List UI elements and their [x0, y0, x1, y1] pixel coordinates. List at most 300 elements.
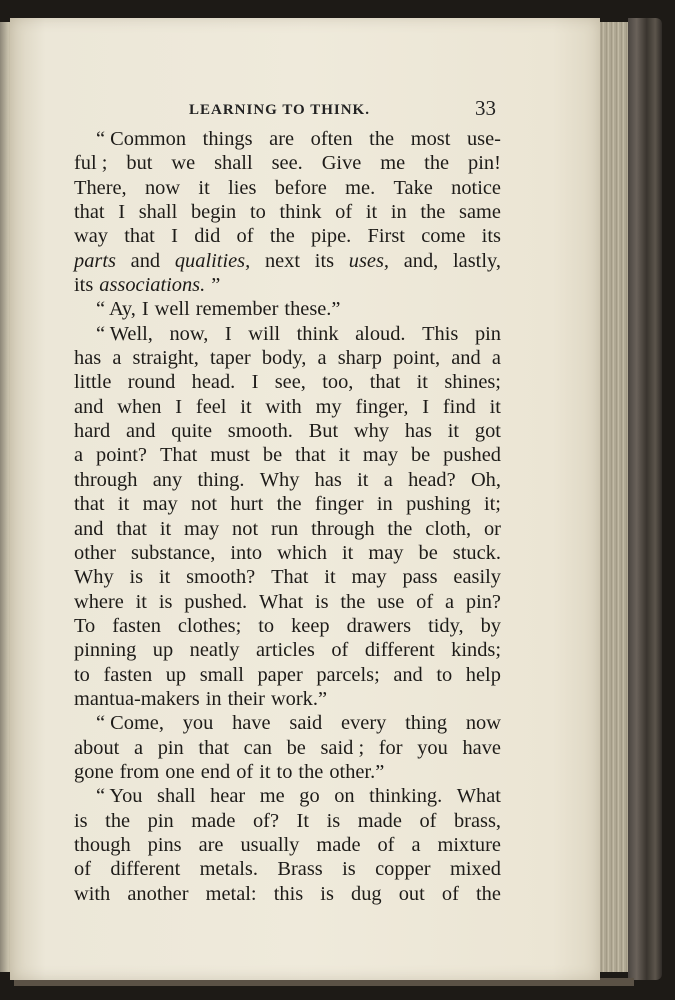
word: and — [74, 395, 104, 418]
text-line — [74, 492, 501, 516]
word: a — [133, 736, 144, 759]
word: “ Ay, — [96, 298, 136, 321]
word: kinds; — [451, 639, 501, 662]
word: round — [127, 371, 176, 394]
word: it — [447, 420, 460, 443]
word: a — [444, 590, 455, 613]
word: through — [74, 468, 138, 491]
word: finger, — [355, 395, 409, 418]
word: smooth. — [227, 420, 293, 443]
word: with — [74, 882, 111, 905]
word: is — [74, 809, 88, 832]
word: it — [240, 395, 252, 418]
word: to — [436, 663, 453, 686]
word: sharp — [337, 347, 382, 370]
word: of — [331, 639, 349, 662]
word: straight, — [132, 347, 199, 370]
word: that — [198, 736, 229, 759]
word: substance, — [130, 541, 216, 564]
word: a — [74, 444, 84, 467]
word: its — [74, 274, 94, 297]
word: it; — [483, 493, 501, 516]
text-line — [74, 833, 501, 857]
word: other.” — [329, 760, 385, 783]
word: shines; — [444, 371, 501, 394]
word: we — [171, 152, 196, 175]
word: it — [416, 371, 428, 394]
text-line — [74, 224, 501, 248]
word: it — [365, 201, 378, 224]
text-line — [74, 541, 501, 565]
text-line — [74, 711, 501, 735]
word: though — [74, 833, 131, 856]
word: you — [182, 712, 214, 735]
word: that — [369, 371, 401, 394]
text-line — [74, 663, 501, 687]
word: are — [269, 128, 295, 150]
word: that — [74, 201, 105, 224]
word: and — [130, 249, 161, 272]
word: use- — [466, 128, 501, 150]
word: hard — [74, 420, 111, 443]
word: to — [249, 201, 266, 224]
word: it — [489, 395, 501, 418]
word: neatly — [189, 639, 240, 662]
word: it — [159, 517, 172, 540]
word: to — [74, 663, 90, 686]
word: well — [154, 298, 190, 321]
word: out — [398, 882, 425, 905]
word: different — [110, 858, 181, 881]
word: has — [74, 347, 102, 370]
word: see. — [271, 152, 303, 175]
word: from — [119, 760, 160, 783]
word: is — [326, 809, 341, 832]
word: hurt — [230, 493, 264, 516]
word: associations. — [99, 274, 206, 297]
word: is — [129, 566, 144, 589]
word: different — [364, 639, 435, 662]
word: keep — [291, 614, 330, 637]
word: shall — [214, 152, 253, 175]
word: cloth, — [425, 517, 472, 540]
word: the — [424, 152, 450, 175]
text-line — [74, 176, 501, 200]
word: and, — [403, 249, 439, 272]
word: I — [251, 371, 259, 394]
word: the — [420, 201, 446, 224]
word: it — [259, 760, 271, 783]
word: To — [74, 614, 96, 637]
word: point, — [393, 347, 441, 370]
word: mixed — [450, 858, 501, 881]
word: that — [124, 225, 155, 248]
text-line — [74, 395, 501, 419]
word: I — [171, 225, 178, 248]
word: work.” — [270, 687, 328, 710]
word: to — [276, 760, 293, 783]
word: point? — [96, 444, 147, 467]
word: I — [118, 201, 126, 224]
word: think — [279, 201, 322, 224]
word: one — [165, 760, 195, 783]
word: and — [393, 663, 423, 686]
word: my — [315, 395, 342, 418]
word: Oh, — [470, 468, 501, 491]
word: when — [117, 395, 162, 418]
word: fasten — [103, 663, 153, 686]
word: pinning — [74, 639, 137, 662]
text-line — [74, 370, 501, 394]
word: It — [296, 809, 310, 832]
word: that — [74, 493, 105, 516]
word: parts — [74, 249, 116, 272]
word: shall — [138, 201, 178, 224]
word: a — [383, 468, 393, 491]
word: made — [316, 833, 361, 856]
word: another — [127, 882, 189, 905]
word: in — [390, 201, 407, 224]
word: quite — [171, 420, 212, 443]
text-line — [74, 443, 501, 467]
body-text — [74, 127, 501, 906]
word: said — [289, 712, 323, 735]
word: Brass — [277, 858, 323, 881]
word: the — [387, 517, 413, 540]
word: is — [158, 590, 173, 613]
word: see, — [274, 371, 306, 394]
word: tidy, — [428, 614, 464, 637]
text-line — [74, 784, 501, 808]
word: too, — [322, 371, 354, 394]
word: aloud. — [355, 322, 406, 345]
word: drawers — [346, 614, 412, 637]
word: made — [357, 809, 402, 832]
word: head. — [191, 371, 236, 394]
word: has — [404, 420, 432, 443]
word: why — [353, 420, 390, 443]
word: of — [377, 833, 395, 856]
word: metals. — [199, 858, 258, 881]
word: now — [465, 712, 501, 735]
word: That — [271, 566, 309, 589]
word: is — [314, 590, 329, 613]
word: of — [335, 201, 353, 224]
word: has — [314, 468, 342, 491]
word: and — [126, 420, 156, 443]
word: most — [410, 128, 451, 150]
word: “ Common — [96, 128, 187, 150]
word: This — [422, 322, 459, 345]
word: said ; — [320, 736, 365, 759]
word: may — [351, 566, 387, 589]
text-line — [74, 468, 501, 492]
text-line — [74, 249, 501, 273]
word: of — [236, 225, 254, 248]
word: gone — [74, 760, 114, 783]
word: have — [232, 712, 271, 735]
word: help — [465, 663, 501, 686]
word: not — [191, 493, 218, 516]
word: are — [198, 833, 224, 856]
word: every — [341, 712, 387, 735]
word: the — [298, 760, 324, 783]
word: where — [74, 590, 124, 613]
page-number: 33 — [475, 96, 496, 120]
word: That — [159, 444, 198, 467]
word: But — [308, 420, 339, 443]
word: this — [273, 882, 304, 905]
word: of — [419, 809, 437, 832]
word: feel — [195, 395, 227, 418]
word: remember — [195, 298, 279, 321]
word: shall — [157, 785, 196, 808]
text-line — [74, 200, 501, 224]
word: may — [184, 517, 220, 540]
word: Why — [259, 468, 300, 491]
word: brass, — [453, 809, 501, 832]
word: be — [262, 444, 283, 467]
word: lastly, — [453, 249, 501, 272]
word: a — [491, 347, 501, 370]
word: next — [264, 249, 301, 272]
word: it — [324, 566, 336, 589]
text-line — [74, 517, 501, 541]
word: it — [135, 590, 147, 613]
word: it — [158, 566, 171, 589]
text-line — [74, 638, 501, 662]
word: qualities, — [174, 249, 251, 272]
word: things — [202, 128, 253, 150]
word: ” — [211, 274, 221, 297]
word: pushed — [443, 444, 501, 467]
word: pin — [157, 736, 184, 759]
word: it — [117, 493, 130, 516]
text-line — [74, 687, 501, 711]
word: me — [259, 785, 285, 808]
word: finger — [314, 493, 364, 516]
text-line — [74, 565, 501, 589]
word: a — [317, 347, 327, 370]
word: be — [410, 444, 431, 467]
word: with — [265, 395, 302, 418]
word: its — [314, 249, 335, 272]
text-line — [74, 127, 501, 151]
text-line — [74, 419, 501, 443]
word: can — [243, 736, 272, 759]
word: for — [378, 736, 403, 759]
word: now — [144, 176, 181, 199]
text-line — [74, 297, 501, 321]
word: I — [422, 395, 430, 418]
word: little — [74, 371, 112, 394]
word: about — [74, 736, 120, 759]
word: What — [258, 590, 304, 613]
word: thing. — [197, 468, 245, 491]
word: usually — [240, 833, 300, 856]
word: but — [126, 152, 153, 175]
word: it — [357, 468, 369, 491]
word: before — [274, 176, 327, 199]
word: fasten — [112, 614, 161, 637]
word: What — [456, 785, 501, 808]
word: pin? — [465, 590, 501, 613]
word: begin — [190, 201, 237, 224]
word: dug — [351, 882, 382, 905]
text-line — [74, 882, 501, 906]
word: on — [334, 785, 355, 808]
word: use — [377, 590, 405, 613]
word: thinking. — [369, 785, 443, 808]
word: mixture — [437, 833, 501, 856]
word: the — [476, 882, 501, 905]
text-line — [74, 346, 501, 370]
word: parcels; — [316, 663, 380, 686]
word: end — [200, 760, 231, 783]
word: must — [210, 444, 250, 467]
word: copper — [375, 858, 431, 881]
word: the — [276, 493, 302, 516]
word: their — [227, 687, 265, 710]
word: small — [199, 663, 244, 686]
word: thing — [405, 712, 448, 735]
word: is — [342, 858, 356, 881]
word: did — [194, 225, 221, 248]
word: ful ; — [74, 152, 108, 175]
word: I — [224, 322, 232, 345]
word: body, — [261, 347, 307, 370]
word: you — [417, 736, 448, 759]
word: me. — [345, 176, 376, 199]
text-line — [74, 760, 501, 784]
running-head: LEARNING TO THINK. — [189, 102, 370, 118]
word: pass — [402, 566, 438, 589]
word: the — [340, 590, 366, 613]
word: smooth? — [186, 566, 256, 589]
word: of — [236, 760, 254, 783]
word: and — [74, 517, 104, 540]
word: may — [142, 493, 178, 516]
word: the — [269, 225, 295, 248]
word: go — [299, 785, 320, 808]
word: way — [74, 225, 108, 248]
word: stuck. — [452, 541, 501, 564]
word: of — [74, 858, 91, 881]
word: to — [258, 614, 275, 637]
word: mantua-makers — [74, 687, 200, 710]
text-line — [74, 809, 501, 833]
word: these.” — [284, 298, 341, 321]
word: articles — [255, 639, 315, 662]
word: metal: — [205, 882, 257, 905]
word: think — [296, 322, 339, 345]
word: same — [459, 201, 501, 224]
word: be — [286, 736, 306, 759]
word: First — [367, 225, 405, 248]
text-line — [74, 614, 501, 638]
word: hear — [210, 785, 246, 808]
text-line — [74, 857, 501, 881]
word: paper — [257, 663, 303, 686]
word: of — [416, 590, 434, 613]
word: “ Well, — [96, 322, 153, 345]
word: into — [230, 541, 263, 564]
word: may — [368, 541, 404, 564]
word: run — [271, 517, 299, 540]
word: up — [152, 639, 174, 662]
word: have — [462, 736, 501, 759]
word: that — [116, 517, 147, 540]
word: other — [74, 541, 116, 564]
word: will — [248, 322, 281, 345]
word: it — [198, 176, 210, 199]
word: pushed. — [184, 590, 248, 613]
word: any — [152, 468, 183, 491]
word: “ You — [96, 785, 143, 808]
word: lies — [228, 176, 257, 199]
book-cover-board — [628, 18, 662, 980]
word: not — [232, 517, 259, 540]
word: and — [451, 347, 481, 370]
word: come — [421, 225, 466, 248]
word: taper — [209, 347, 251, 370]
word: the — [105, 809, 131, 832]
word: it — [341, 541, 354, 564]
page-header — [74, 96, 498, 126]
word: or — [483, 517, 501, 540]
word: head? — [408, 468, 456, 491]
word: Take — [393, 176, 433, 199]
word: pipe. — [311, 225, 352, 248]
word: a — [411, 833, 421, 856]
word: pushing — [406, 493, 471, 516]
text-line — [74, 322, 501, 346]
word: a — [112, 347, 122, 370]
text-line — [74, 151, 501, 175]
word: of? — [252, 809, 279, 832]
word: now, — [169, 322, 209, 345]
word: uses, — [348, 249, 389, 272]
word: I — [141, 298, 149, 321]
word: notice — [451, 176, 501, 199]
word: me — [380, 152, 406, 175]
word: in — [376, 493, 393, 516]
word: clothes; — [177, 614, 242, 637]
word: made — [191, 809, 236, 832]
word: easily — [453, 566, 501, 589]
word: I — [175, 395, 183, 418]
word: pin! — [468, 152, 501, 175]
word: “ Come, — [96, 712, 164, 735]
word: that — [295, 444, 326, 467]
word: pin — [147, 809, 174, 832]
text-line — [74, 736, 501, 760]
text-line — [74, 273, 501, 297]
word: is — [320, 882, 334, 905]
word: got — [474, 420, 501, 443]
word: There, — [74, 176, 127, 199]
word: find — [442, 395, 476, 418]
word: be — [418, 541, 438, 564]
word: pin — [474, 322, 501, 345]
word: through — [311, 517, 375, 540]
text-line — [74, 590, 501, 614]
word: Give — [321, 152, 362, 175]
word: Why — [74, 566, 114, 589]
word: often — [310, 128, 353, 150]
word: its — [481, 225, 501, 248]
word: pins — [147, 833, 182, 856]
